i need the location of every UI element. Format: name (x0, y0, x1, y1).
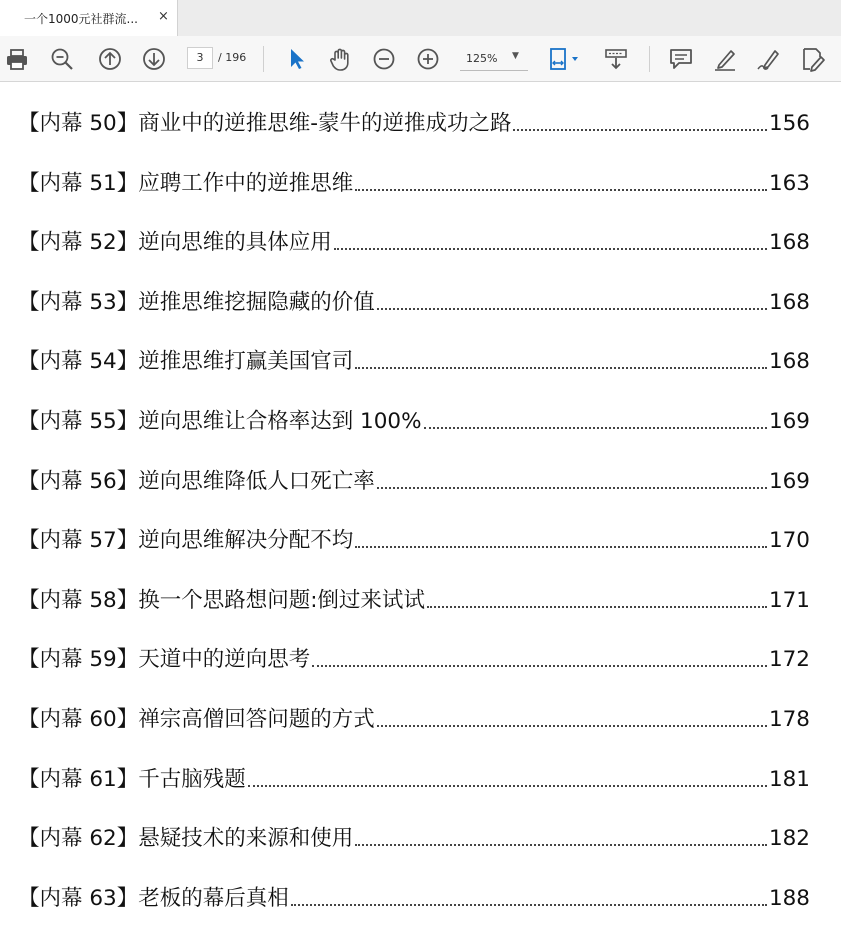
toc-leader-dots (377, 308, 767, 310)
toc-entry-page: 188 (768, 886, 810, 911)
sign-icon[interactable] (755, 45, 783, 73)
toc-entry[interactable] (18, 287, 810, 317)
toc-entry-title: 【内幕 55】逆向思维让合格率达到 100% (18, 409, 422, 434)
toc-entry-title: 【内幕 52】逆向思维的具体应用 (18, 230, 332, 255)
toc-leader-dots (427, 606, 767, 608)
toc-leader-dots (377, 487, 767, 489)
toc-entry-page: 163 (768, 171, 810, 196)
toc-entry-page: 156 (768, 111, 810, 136)
toc-entry-page: 182 (768, 826, 810, 851)
toc-leader-dots (355, 367, 767, 369)
toc-entry-title: 【内幕 51】应聘工作中的逆推思维 (18, 171, 354, 196)
toc-entry-title: 【内幕 50】商业中的逆推思维-蒙牛的逆推成功之路 (18, 111, 512, 136)
toc-entry-page: 168 (768, 290, 810, 315)
toc-leader-dots (248, 785, 767, 787)
toc-entry[interactable] (18, 644, 810, 674)
tab-title: 一个1000元社群流... (24, 12, 138, 26)
toc-entry-page: 172 (768, 647, 810, 672)
hand-tool-icon[interactable] (326, 45, 354, 73)
toolbar (0, 36, 841, 82)
comment-icon[interactable] (667, 45, 695, 73)
toc-entry[interactable] (18, 823, 810, 853)
edit-doc-icon[interactable] (799, 45, 827, 73)
toc-leader-dots (355, 844, 767, 846)
zoom-search-icon[interactable] (48, 45, 76, 73)
toc-leader-dots (312, 665, 767, 667)
toc-entry[interactable] (18, 764, 810, 794)
toc-leader-dots (334, 248, 767, 250)
toc-entry-title: 【内幕 60】禅宗高僧回答问题的方式 (18, 707, 375, 732)
zoom-select[interactable] (460, 47, 528, 71)
toc-entry-title: 【内幕 56】逆向思维降低人口死亡率 (18, 469, 375, 494)
scroll-mode-icon[interactable] (602, 45, 630, 73)
page-down-icon[interactable] (140, 45, 168, 73)
select-cursor-icon[interactable] (282, 45, 310, 73)
toc-entry[interactable] (18, 168, 810, 198)
toc-entry-title: 【内幕 61】千古脑残题 (18, 767, 246, 792)
document-page (0, 82, 841, 945)
toc-entry-title: 【内幕 57】逆向思维解决分配不均 (18, 528, 354, 553)
toc-entry[interactable] (18, 883, 810, 913)
toc-entry-title: 【内幕 53】逆推思维挖掘隐藏的价值 (18, 290, 375, 315)
page-number-input[interactable]: 3 (187, 47, 213, 69)
toc-entry-title: 【内幕 63】老板的幕后真相 (18, 886, 289, 911)
page-up-icon[interactable] (96, 45, 124, 73)
toc-entry-page: 169 (768, 469, 810, 494)
toc-entry-page: 168 (768, 230, 810, 255)
print-icon[interactable] (3, 45, 31, 73)
zoom-value: 125% (466, 52, 498, 65)
close-icon[interactable]: × (158, 9, 169, 24)
toc-entry-page: 169 (768, 409, 810, 434)
toc-leader-dots (355, 546, 767, 548)
toc-entry[interactable] (18, 466, 810, 496)
toc-entry-page: 178 (768, 707, 810, 732)
toc-leader-dots (424, 427, 767, 429)
toc-entry-title: 【内幕 58】换一个思路想问题:倒过来试试 (18, 588, 425, 613)
toc-entry[interactable] (18, 704, 810, 734)
toolbar-divider (263, 46, 264, 72)
toc-entry-title: 【内幕 54】逆推思维打赢美国官司 (18, 349, 354, 374)
toc-entry-page: 168 (768, 349, 810, 374)
toc-entry-page: 170 (768, 528, 810, 553)
page-total: / 196 (218, 51, 247, 64)
toc-entry-page: 181 (768, 767, 810, 792)
toolbar-divider (649, 46, 650, 72)
toc-entry[interactable] (18, 525, 810, 555)
toc-leader-dots (377, 725, 767, 727)
toc-leader-dots (291, 904, 767, 906)
toc-entry[interactable] (18, 108, 810, 138)
toc-entry[interactable] (18, 585, 810, 615)
zoom-out-icon[interactable] (370, 45, 398, 73)
toc-entry[interactable] (18, 406, 810, 436)
highlight-icon[interactable] (711, 45, 739, 73)
toc-entry[interactable] (18, 227, 810, 257)
toc-leader-dots (513, 129, 767, 131)
chevron-down-icon: ▼ (512, 51, 519, 61)
toc-entry-page: 171 (768, 588, 810, 613)
toc-leader-dots (355, 189, 767, 191)
zoom-in-icon[interactable] (414, 45, 442, 73)
toc-entry-title: 【内幕 59】天道中的逆向思考 (18, 647, 311, 672)
document-tab[interactable] (0, 0, 178, 36)
fit-page-icon[interactable] (547, 45, 583, 73)
toc-entry-title: 【内幕 62】悬疑技术的来源和使用 (18, 826, 354, 851)
tab-bar (0, 0, 841, 36)
toc-entry[interactable] (18, 346, 810, 376)
